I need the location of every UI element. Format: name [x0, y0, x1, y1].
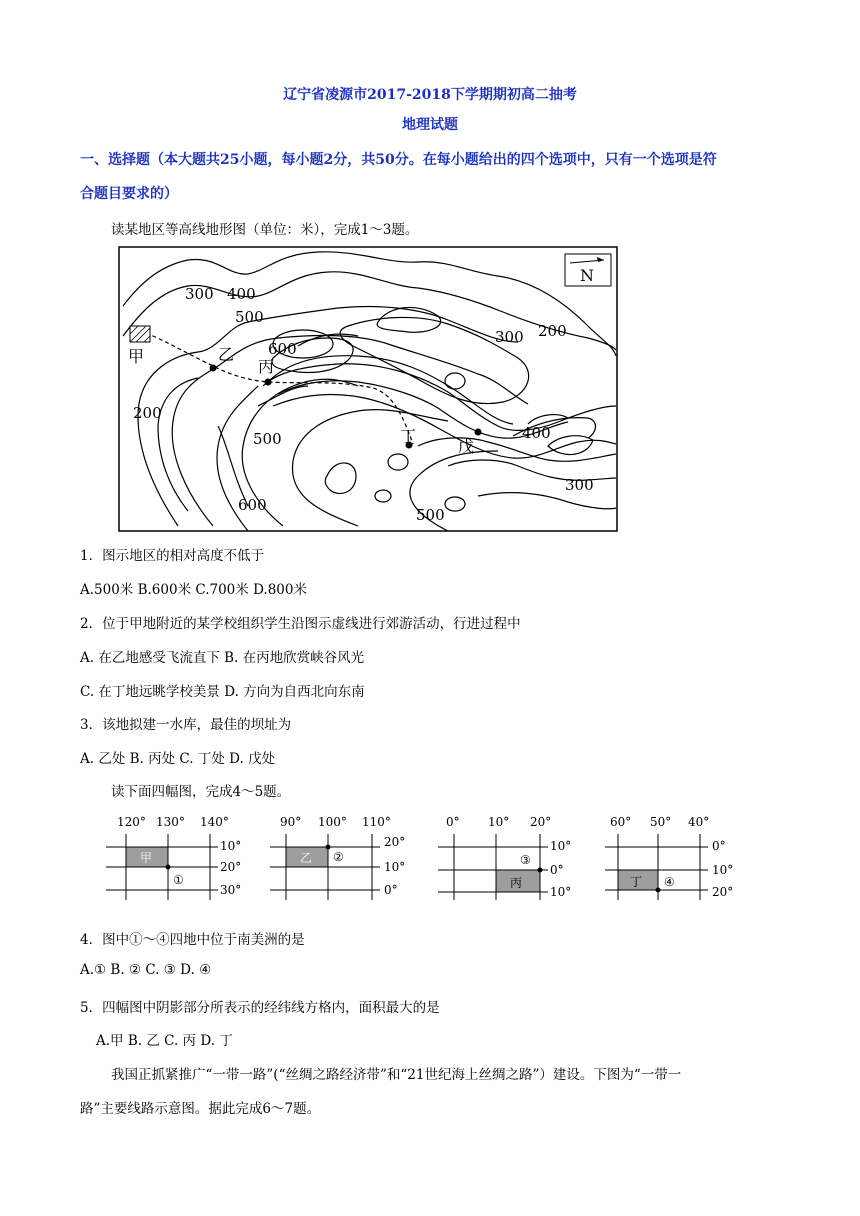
mark-label: ④	[664, 875, 675, 889]
mark-label: ①	[173, 873, 184, 887]
grid-label: 0°	[384, 883, 398, 897]
section-heading-line1: 一、选择题（本大题共25小题，每小题2分，共50分。在每小题给出的四个选项中，只有一个选项是符	[80, 152, 717, 168]
contour-label: 200	[133, 404, 162, 422]
contour-label: 300	[185, 285, 214, 303]
question-1-options: A.500米 B.600米 C.700米 D.800米	[80, 582, 307, 598]
intro-text-1: 读某地区等高线地形图（单位：米），完成1～3题。	[111, 222, 419, 238]
document-title: 辽宁省凌源市2017-2018下学期期初高二抽考	[283, 87, 577, 103]
contour-label: 500	[253, 430, 282, 448]
grid-label: 0°	[550, 863, 564, 877]
question-2-stem: 2．位于甲地附近的某学校组织学生沿图示虚线进行郊游活动，行进过程中	[80, 616, 521, 632]
grid-label: 10°	[488, 815, 510, 829]
shade-label: 丙	[510, 876, 523, 890]
contour-map	[118, 246, 618, 532]
intro-text-3-line2: 路”主要线路示意图。据此完成6～7题。	[80, 1101, 321, 1117]
contour-label: 500	[416, 506, 445, 524]
contour-label: 400	[522, 424, 551, 442]
question-3-stem: 3．该地拟建一水库，最佳的坝址为	[80, 717, 292, 733]
grid-label: 60°	[610, 815, 632, 829]
contour-label: 300	[565, 476, 594, 494]
grid-label: 50°	[650, 815, 672, 829]
grid-label: 40°	[688, 815, 710, 829]
grid-label: 100°	[318, 815, 347, 829]
point-yi	[210, 365, 217, 372]
grid-label: 10°	[550, 885, 572, 899]
shade-label: 乙	[300, 851, 313, 865]
grid-label: 90°	[280, 815, 302, 829]
jia-school-marker	[130, 326, 150, 342]
intro-text-3-line1: 我国正抓紧推广“一带一路”(“丝绸之路经济带”和“21世纪海上丝绸之路”）建设。下图为“一带一	[111, 1067, 682, 1083]
grid-1	[106, 815, 241, 900]
question-2-options-ab: A. 在乙地感受飞流直下 B. 在丙地欣赏峡谷风光	[80, 650, 365, 666]
grid-label: 20°	[384, 835, 406, 849]
shade-label: 甲	[140, 851, 153, 865]
document-subject: 地理试题	[402, 117, 458, 133]
grid-label: 30°	[220, 883, 242, 897]
question-4-stem: 4．图中①～④四地中位于南美洲的是	[80, 932, 305, 948]
question-5-stem: 5．四幅图中阴影部分所表示的经纬线方格内，面积最大的是	[80, 1000, 440, 1016]
grid-label: 20°	[220, 860, 242, 874]
mark-label: ③	[520, 853, 531, 867]
contour-label: 600	[268, 340, 297, 358]
place-label-bing: 丙	[258, 357, 275, 376]
grid-label: 10°	[384, 860, 406, 874]
shade-label: 丁	[630, 875, 643, 889]
grid-label: 10°	[712, 863, 734, 877]
grid-label: 140°	[200, 815, 229, 829]
grid-label: 20°	[712, 885, 734, 899]
grid-label: 110°	[362, 815, 391, 829]
grid-label: 130°	[156, 815, 185, 829]
contour-label: 500	[235, 308, 264, 326]
four-grid-figure	[100, 812, 760, 912]
contour-label: 400	[227, 285, 256, 303]
place-label-wu: 戊	[458, 437, 475, 456]
question-4-options: A.① B. ② C. ③ D. ④	[80, 962, 212, 978]
place-label-yi: 乙	[218, 345, 235, 364]
question-5-options: A.甲 B. 乙 C. 丙 D. 丁	[96, 1033, 233, 1049]
contour-label: 600	[238, 496, 267, 514]
point-bing	[265, 379, 272, 386]
grid-label: 0°	[712, 839, 726, 853]
grid-label: 10°	[550, 839, 572, 853]
grid-label: 20°	[530, 815, 552, 829]
grid-label: 10°	[220, 839, 242, 853]
grid-label: 0°	[446, 815, 460, 829]
question-1-stem: 1．图示地区的相对高度不低于	[80, 548, 265, 564]
place-label-ding: 丁	[400, 427, 417, 446]
north-label: N	[580, 266, 594, 285]
grid-4	[605, 815, 733, 900]
question-2-options-cd: C. 在丁地远眺学校美景 D. 方向为自西北向东南	[80, 684, 365, 700]
grid-2	[270, 815, 405, 900]
grid-label: 120°	[117, 815, 146, 829]
grid-3	[438, 815, 571, 900]
contour-label: 200	[538, 322, 567, 340]
intro-text-2: 读下面四幅图，完成4～5题。	[111, 784, 291, 800]
contour-label: 300	[495, 328, 524, 346]
point-wu	[475, 429, 482, 436]
place-label-jia: 甲	[128, 347, 145, 366]
question-3-options: A. 乙处 B. 丙处 C. 丁处 D. 戊处	[80, 751, 276, 767]
mark-label: ②	[333, 850, 344, 864]
section-heading-line2: 合题目要求的）	[80, 186, 178, 202]
